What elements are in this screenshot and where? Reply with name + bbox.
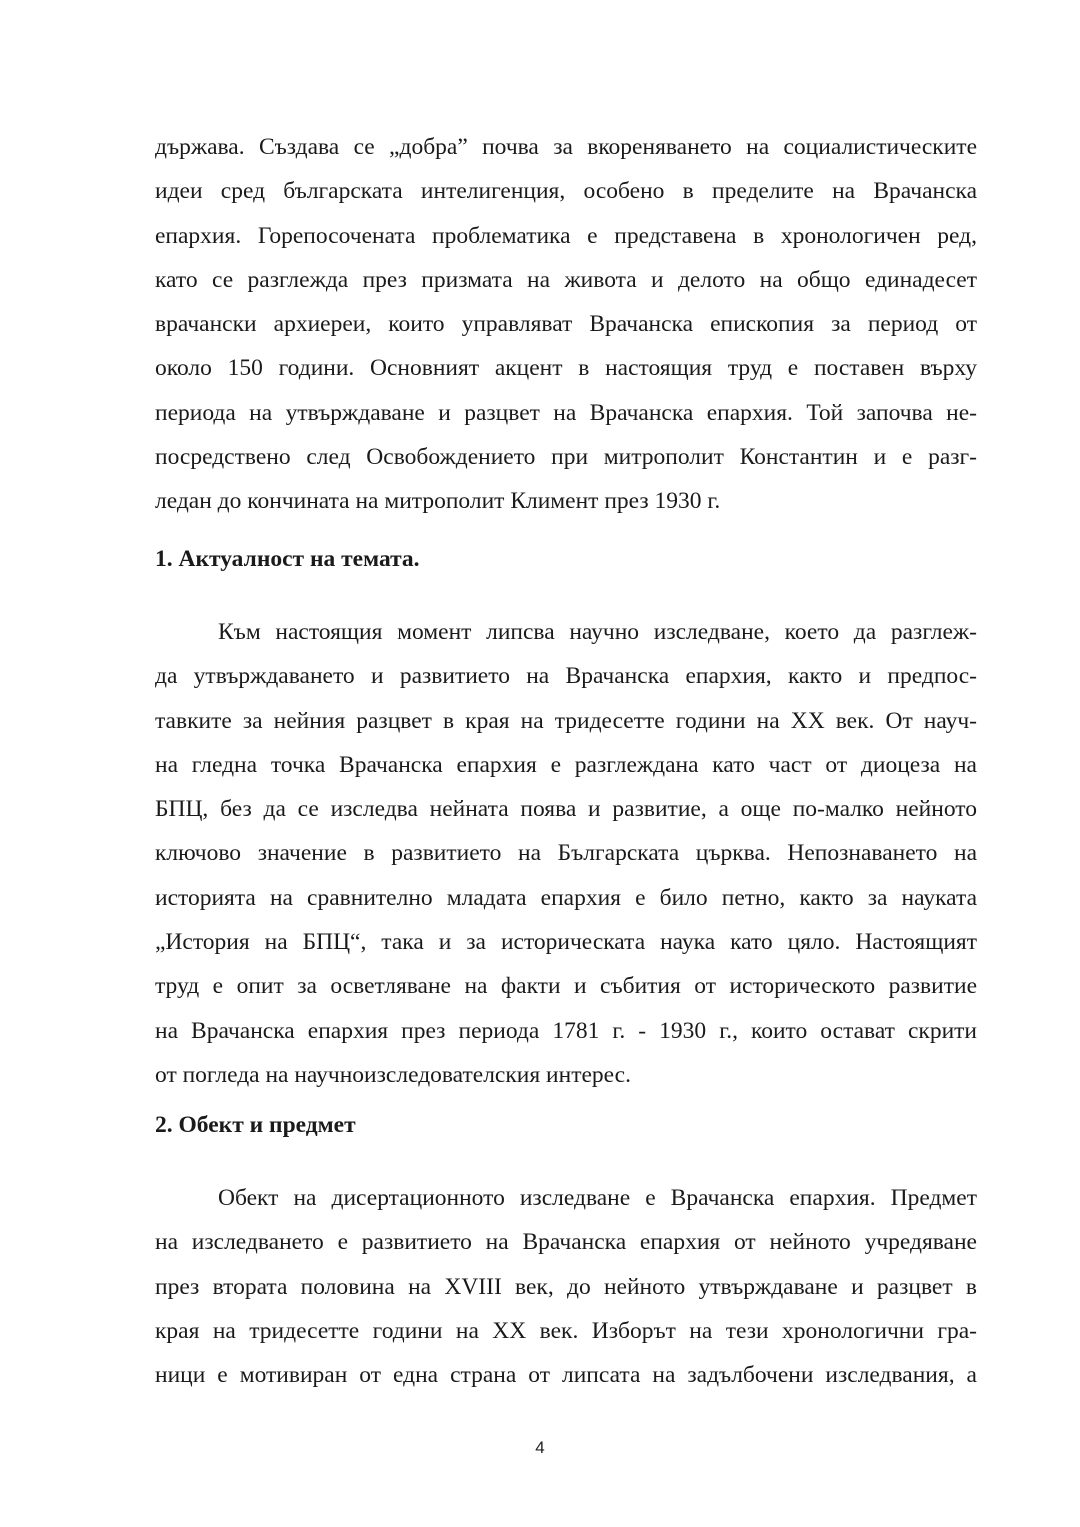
text-line: епархия. Горепосочената проблематика е представена в хронологичен ред,: [155, 222, 977, 249]
text-line: Към настоящия момент липсва научно изследване, което да разглеж-: [218, 619, 977, 645]
page-number: 4: [535, 1438, 545, 1457]
text-line: на гледна точка Врачанска епархия е разглеждана като част от диоцеза на: [155, 751, 977, 778]
section-heading: 2. Обект и предмет: [155, 1112, 356, 1138]
paragraph-text: [155, 125, 977, 524]
text-line: историята на сравнително младата епархия е било петно, както за науката: [155, 884, 977, 911]
paragraph-object-subject: [155, 1176, 977, 1397]
text-line: на Врачанска епархия през периода 1781 г. - 1930 г., които остават скрити: [155, 1017, 977, 1044]
text-line: ници е мотивиран от една страна от липсата на задълбочени изследвания, а: [155, 1362, 977, 1389]
section-heading-object-subject: [155, 1109, 977, 1141]
text-line: идеи сред българската интелигенция, особено в пределите на Врачанска: [155, 178, 977, 205]
text-line: държава. Създава се „добра” почва за вкореняването на социалистическите: [155, 134, 977, 160]
text-line: от погледа на научноизследователския интерес.: [155, 1061, 631, 1088]
text-line: посредствено след Освобождението при митрополит Константин и е разг-: [155, 444, 977, 471]
text-line: като се разглежда през призмата на живота и делото на общо единадесет: [155, 266, 977, 293]
text-line: врачански архиереи, които управляват Врачанска епископия за период от: [155, 311, 977, 338]
text-line: периода на утвърждаване и разцвет на Врачанска епархия. Той започва не-: [155, 399, 977, 426]
text-line: „История на БПЦ“, така и за историческата наука като цяло. Настоящият: [155, 929, 977, 956]
text-line: около 150 години. Основният акцент в настоящия труд е поставен върху: [155, 355, 977, 382]
text-line: Обект на дисертационното изследване е Врачанска епархия. Предмет: [218, 1185, 977, 1211]
text-line: БПЦ, без да се изследва нейната поява и развитие, а още по-малко нейното: [155, 796, 977, 823]
text-line: края на тридесетте години на ХХ век. Изборът на тези хронологични гра-: [155, 1317, 977, 1344]
text-line: да утвърждаването и развитието на Врачанска епархия, както и предпос-: [155, 663, 977, 690]
text-line: ключово значение в развитието на Българската църква. Непознаването на: [155, 840, 977, 867]
paragraph-text: [155, 1176, 977, 1397]
text-line: през втората половина на XVIII век, до нейното утвърждаване и разцвет в: [155, 1273, 977, 1300]
section-heading-relevance: [155, 543, 977, 575]
text-line: тавките за нейния разцвет в края на тридесетте години на ХХ век. От науч-: [155, 707, 977, 734]
paragraph-relevance: [155, 610, 977, 1097]
paragraph-intro-continuation: [155, 125, 977, 524]
text-line: труд е опит за осветляване на факти и събития от историческото развитие: [155, 973, 977, 1000]
text-line: ледан до кончината на митрополит Климент през 1930 г.: [155, 488, 721, 515]
paragraph-text: [155, 610, 977, 1097]
section-heading: 1. Актуалност на темата.: [155, 546, 420, 572]
text-line: на изследването е развитието на Врачанска епархия от нейното учредяване: [155, 1229, 977, 1256]
